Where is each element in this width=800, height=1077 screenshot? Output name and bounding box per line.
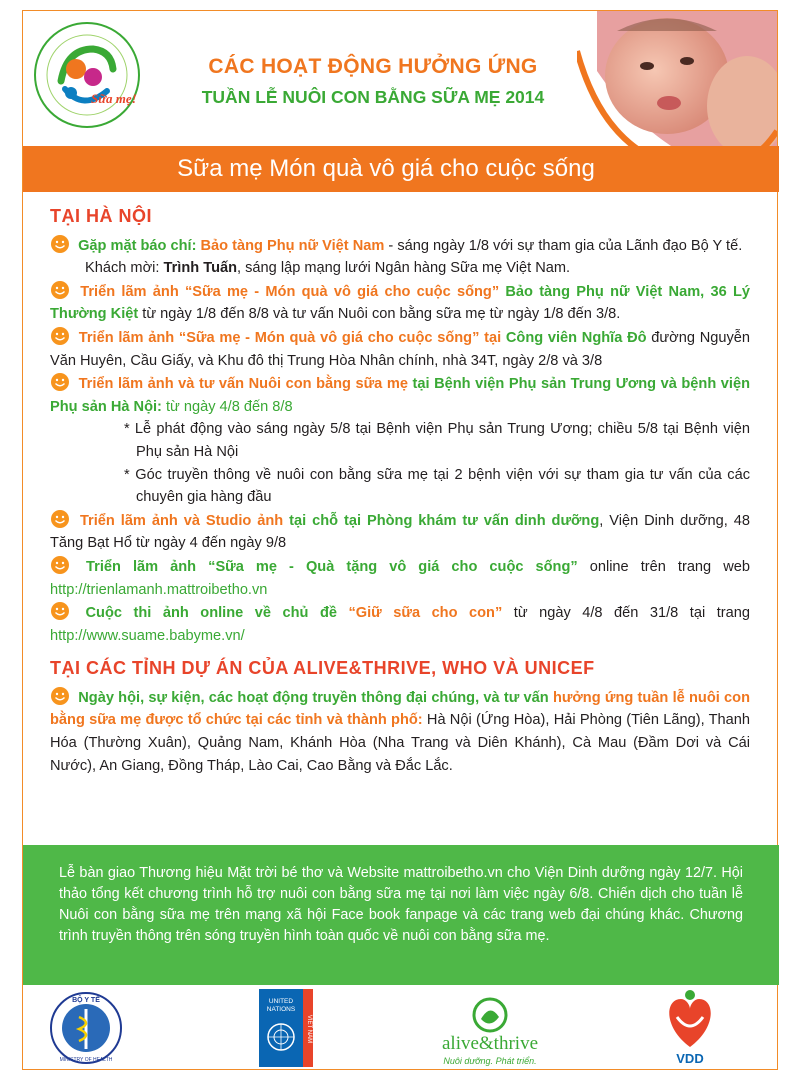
boyte-bottom-text: MINISTRY OF HEALTH <box>59 1057 113 1063</box>
vdd-text: VDD <box>676 1051 704 1066</box>
item-label: Triển lãm ảnh và tư vấn Nuôi con bằng sữa mẹ <box>78 376 413 393</box>
smiley-icon <box>50 372 70 392</box>
sub-item <box>50 418 750 463</box>
smiley-icon <box>50 509 70 529</box>
list-item <box>50 326 750 372</box>
un-line2-text: NATIONS <box>266 1006 296 1013</box>
item-place: “Giữ sữa cho con” <box>348 605 503 622</box>
smiley-icon <box>50 234 70 254</box>
boyte-top-text: BỘ Y TẾ <box>72 997 100 1004</box>
alive-thrive-logo-icon <box>415 993 565 1069</box>
list-item <box>50 601 750 647</box>
sub-item-text: * Lễ phát động vào sáng ngày 5/8 tại Bệnh viện Phụ sản Trung Ương; chiều 5/8 tại Bệnh viện Phụ sản Hà Nội <box>124 421 750 460</box>
smiley-icon <box>50 686 70 706</box>
list-item <box>50 234 750 258</box>
list-item <box>50 280 750 326</box>
breastfeeding-logo-icon <box>31 19 143 131</box>
smiley-icon <box>50 280 70 300</box>
item-place: Công viên Nghĩa Đô <box>505 329 647 346</box>
un-side-text: VIET NAM <box>306 1014 312 1044</box>
item-text: từ ngày 4/8 đến 31/8 tại trang <box>502 605 750 622</box>
section-title-hanoi: TẠI HÀ NỘI <box>50 206 152 226</box>
guest-line <box>50 257 750 280</box>
section-title-provinces: TẠI CÁC TỈNH DỰ ÁN CỦA ALIVE&THRIVE, WHO VÀ UNICEF <box>50 658 595 679</box>
summary-text: Lễ bàn giao Thương hiệu Mặt trời bé thơ và Website mattroibetho.vn cho Viện Dinh dưỡng ngày 12/7. Hội thảo tổng kết chương trình hỗ trợ nuôi con bằng sữa mẹ tại nơi làm việc ngày 6/8. Chiến dịch cho tuần lễ Nuôi con bằng sữa mẹ trên mạng xã hội Face book fanpage và các trang web đại chúng khác. Chương trình truyền thông trên sóng truyền hình toàn quốc về nuôi con bằng sữa mẹ. <box>59 865 743 944</box>
item-link[interactable]: http://www.suame.babyme.vn/ <box>50 627 245 644</box>
vdd-logo-icon <box>655 987 725 1067</box>
list-item <box>50 555 750 601</box>
item-label: Triển lãm ảnh “Sữa mẹ - Món quà vô giá cho cuộc sống” <box>80 283 506 300</box>
list-item <box>50 686 750 777</box>
item-text: từ ngày 1/8 đến 8/8 và tư vấn Nuôi con bằng sữa mẹ từ ngày 1/8 đến 3/8. <box>138 306 621 323</box>
header <box>23 11 777 136</box>
guest-name: Trình Tuấn <box>163 260 238 277</box>
item-text: Hà Nội (Ứng Hòa), Hải Phòng (Tiên Lãng), Thanh Hóa (Thường Xuân), Quảng Nam, Khánh Hòa (Nha Trang và Diên Khánh), Cà Mau (Đầm Dơi và Cái Nước), An Giang, Đồng Tháp, Lào Cai, Cao Bằng và Đắc Lắc. <box>50 712 751 774</box>
alive-name-text: alive&thrive <box>441 1033 539 1054</box>
smiley-icon <box>50 601 70 621</box>
guest-text: , sáng lập mạng lưới Ngân hàng Sữa mẹ Việt Nam. <box>237 260 571 277</box>
item-text: - sáng ngày 1/8 với sự tham gia của Lãnh đạo Bộ Y tế. <box>384 237 743 254</box>
guest-prefix: Khách mời: <box>85 260 164 277</box>
un-line1-text: UNITED <box>268 998 294 1005</box>
smiley-icon <box>50 555 70 575</box>
main-content <box>50 199 750 777</box>
item-text: online trên trang web <box>577 558 750 575</box>
item-place: tại chỗ tại Phòng khám tư vấn dinh dưỡng <box>289 512 600 529</box>
summary-box <box>23 845 779 985</box>
title-line-2: TUẦN LỄ NUÔI CON BẰNG SỮA MẸ 2014 <box>201 87 545 107</box>
list-item <box>50 509 750 555</box>
sub-item <box>50 464 750 509</box>
item-text: từ ngày 4/8 đến 8/8 <box>161 398 293 415</box>
banner: Sữa mẹ Món quà vô giá cho cuộc sống <box>23 146 779 192</box>
alive-tagline-text: Nuôi dưỡng. Phát triển. <box>443 1056 537 1066</box>
item-place: Bảo tàng Phụ nữ Việt Nam, 36 Lý Thường Kiệt <box>50 283 750 323</box>
item-label: Cuộc thi ảnh online về chủ đề <box>85 605 349 622</box>
item-label: Triển lãm ảnh và Studio ảnh <box>79 512 290 529</box>
item-label: Triển lãm ảnh “Sữa mẹ - Món quà vô giá cho cuộc sống” tại <box>78 329 506 346</box>
logo-text: Sữa mẹ! <box>91 91 137 106</box>
partner-logos <box>23 985 779 1071</box>
united-nations-logo-icon <box>259 989 313 1067</box>
smiley-icon <box>50 326 70 346</box>
sub-item-text: * Góc truyền thông về nuôi con bằng sữa mẹ tại 2 bệnh viện với sự tham gia tư vấn của các chuyên gia hàng đầu <box>124 466 750 506</box>
poster <box>22 10 778 1070</box>
item-label: Triển lãm ảnh “Sữa mẹ - Quà tặng vô giá cho cuộc sống” <box>86 558 578 575</box>
title-line-1: CÁC HOẠT ĐỘNG HƯỞNG ỨNG <box>208 55 538 78</box>
item-highlight: hưởng ứng tuần lễ nuôi con bằng sữa mẹ được tổ chức tại các tỉnh và thành phố: <box>50 689 750 729</box>
item-label: Ngày hội, sự kiện, các hoạt động truyền thông đại chúng, và tư vấn <box>78 689 553 706</box>
list-item <box>50 372 750 418</box>
item-place: Bảo tàng Phụ nữ Việt Nam <box>200 237 385 254</box>
ministry-of-health-logo-icon <box>49 991 123 1065</box>
item-text: , Viện Dinh dưỡng, 48 Tăng Bạt Hổ từ ngày 4 đến ngày 9/8 <box>50 512 750 552</box>
item-place: tại Bệnh viện Phụ sản Trung Ương và bệnh viện Phụ sản Hà Nội: <box>50 376 751 415</box>
item-text: đường Nguyễn Văn Huyên, Cầu Giấy, và Khu đô thị Trung Hòa Nhân chính, nhà 34T, ngày 2/8 và 3/8 <box>50 329 751 369</box>
item-label: Gặp mặt báo chí: <box>78 237 201 254</box>
item-link[interactable]: http://trienlamanh.mattroibetho.vn <box>50 581 268 598</box>
